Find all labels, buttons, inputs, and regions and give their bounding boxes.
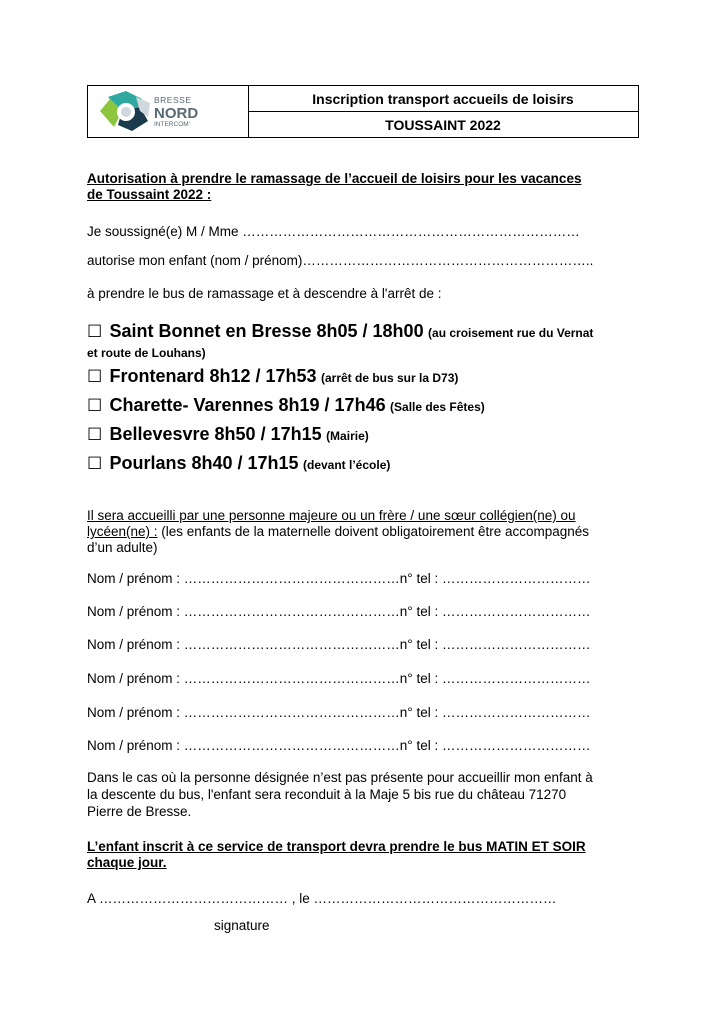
absence-line1: Dans le cas où la personne désignée n’est pas présente pour accueillir mon enfant à (87, 770, 593, 785)
checkbox-icon[interactable]: ☐ (87, 367, 103, 386)
stop-name: Saint Bonnet en Bresse 8h05 / 18h00 (109, 321, 424, 341)
stop-name: Frontenard 8h12 / 17h53 (109, 366, 317, 386)
signature-label: signature (214, 918, 270, 933)
logo-line3: INTERCOM’ (154, 120, 191, 128)
accueil-line1: Il sera accueilli par une personne majeure ou un frère / une sœur collégien(ne) ou (87, 508, 576, 523)
bresse-nord-logo-icon (96, 89, 156, 135)
checkbox-icon[interactable]: ☐ (87, 425, 103, 444)
form-season: TOUSSAINT 2022 (385, 116, 501, 133)
absence-line3: Pierre de Bresse. (87, 804, 192, 819)
contact-line[interactable]: Nom / prénom : …………………………………………n° tel : …………………………… (87, 738, 591, 753)
accueil-line2-rest: (les enfants de la maternelle doivent obligatoirement être accompagnés (157, 524, 590, 539)
stop-option[interactable] (87, 424, 369, 446)
logo-line2: NORD (154, 104, 199, 122)
enfant-line: autorise mon enfant (nom / prénom)……………………………………………………….. (87, 253, 594, 268)
logo-cell (88, 86, 249, 137)
soussigne-line: Je soussigné(e) M / Mme ………………………………………………………………… (87, 224, 580, 239)
header-table (87, 85, 639, 138)
stop-note: (au croisement rue du Vernat (428, 326, 594, 340)
bus-line: à prendre le bus de ramassage et à descendre à l'arrêt de : (87, 286, 442, 301)
place-date-line[interactable]: A …………………………………… , le ……………………………………………… (87, 891, 557, 906)
accueil-line3: d’un adulte) (87, 540, 158, 555)
contact-line[interactable]: Nom / prénom : …………………………………………n° tel : …………………………… (87, 604, 591, 619)
stop-option[interactable] (87, 453, 390, 475)
logo-text (154, 96, 198, 128)
contact-line[interactable]: Nom / prénom : …………………………………………n° tel : …………………………… (87, 705, 591, 720)
stop-option[interactable] (87, 366, 458, 388)
stop-note: (arrêt de bus sur la D73) (320, 371, 459, 385)
obligation-line1: L’enfant inscrit à ce service de transport devra prendre le bus MATIN ET SOIR (87, 839, 586, 854)
logo-line1: BRESSE (154, 95, 192, 105)
absence-line2: la descente du bus, l'enfant sera reconduit à la Maje 5 bis rue du château 71270 (87, 787, 567, 802)
authorisation-title-line2: de Toussaint 2022 : (87, 187, 212, 202)
checkbox-icon[interactable]: ☐ (87, 454, 103, 473)
stop-option[interactable] (87, 321, 593, 343)
stop-note: (devant l’école) (303, 458, 391, 472)
contact-line[interactable]: Nom / prénom : …………………………………………n° tel : …………………………… (87, 637, 591, 652)
contact-line[interactable]: Nom / prénom : …………………………………………n° tel : …………………………… (87, 571, 591, 586)
stop-name: Pourlans 8h40 / 17h15 (109, 453, 299, 473)
form-title: Inscription transport accueils de loisirs (248, 86, 638, 112)
checkbox-icon[interactable]: ☐ (87, 396, 103, 415)
authorisation-title-line1: Autorisation à prendre le ramassage de l’accueil de loisirs pour les vacances (87, 171, 582, 186)
accueil-line2 (87, 524, 589, 540)
stop-option[interactable] (87, 395, 485, 417)
contact-line[interactable]: Nom / prénom : …………………………………………n° tel : …………………………… (87, 671, 591, 686)
checkbox-icon[interactable]: ☐ (87, 322, 103, 341)
accueil-line2-underlined: lycéen(ne) : (87, 524, 158, 539)
obligation-line2: chaque jour. (87, 855, 167, 870)
stop-note-continued: et route de Louhans) (87, 346, 206, 360)
stop-name: Charette- Varennes 8h19 / 17h46 (109, 395, 386, 415)
stop-name: Bellevesvre 8h50 / 17h15 (109, 424, 322, 444)
stop-note: (Mairie) (326, 429, 369, 443)
stop-note: (Salle des Fêtes) (390, 400, 485, 414)
